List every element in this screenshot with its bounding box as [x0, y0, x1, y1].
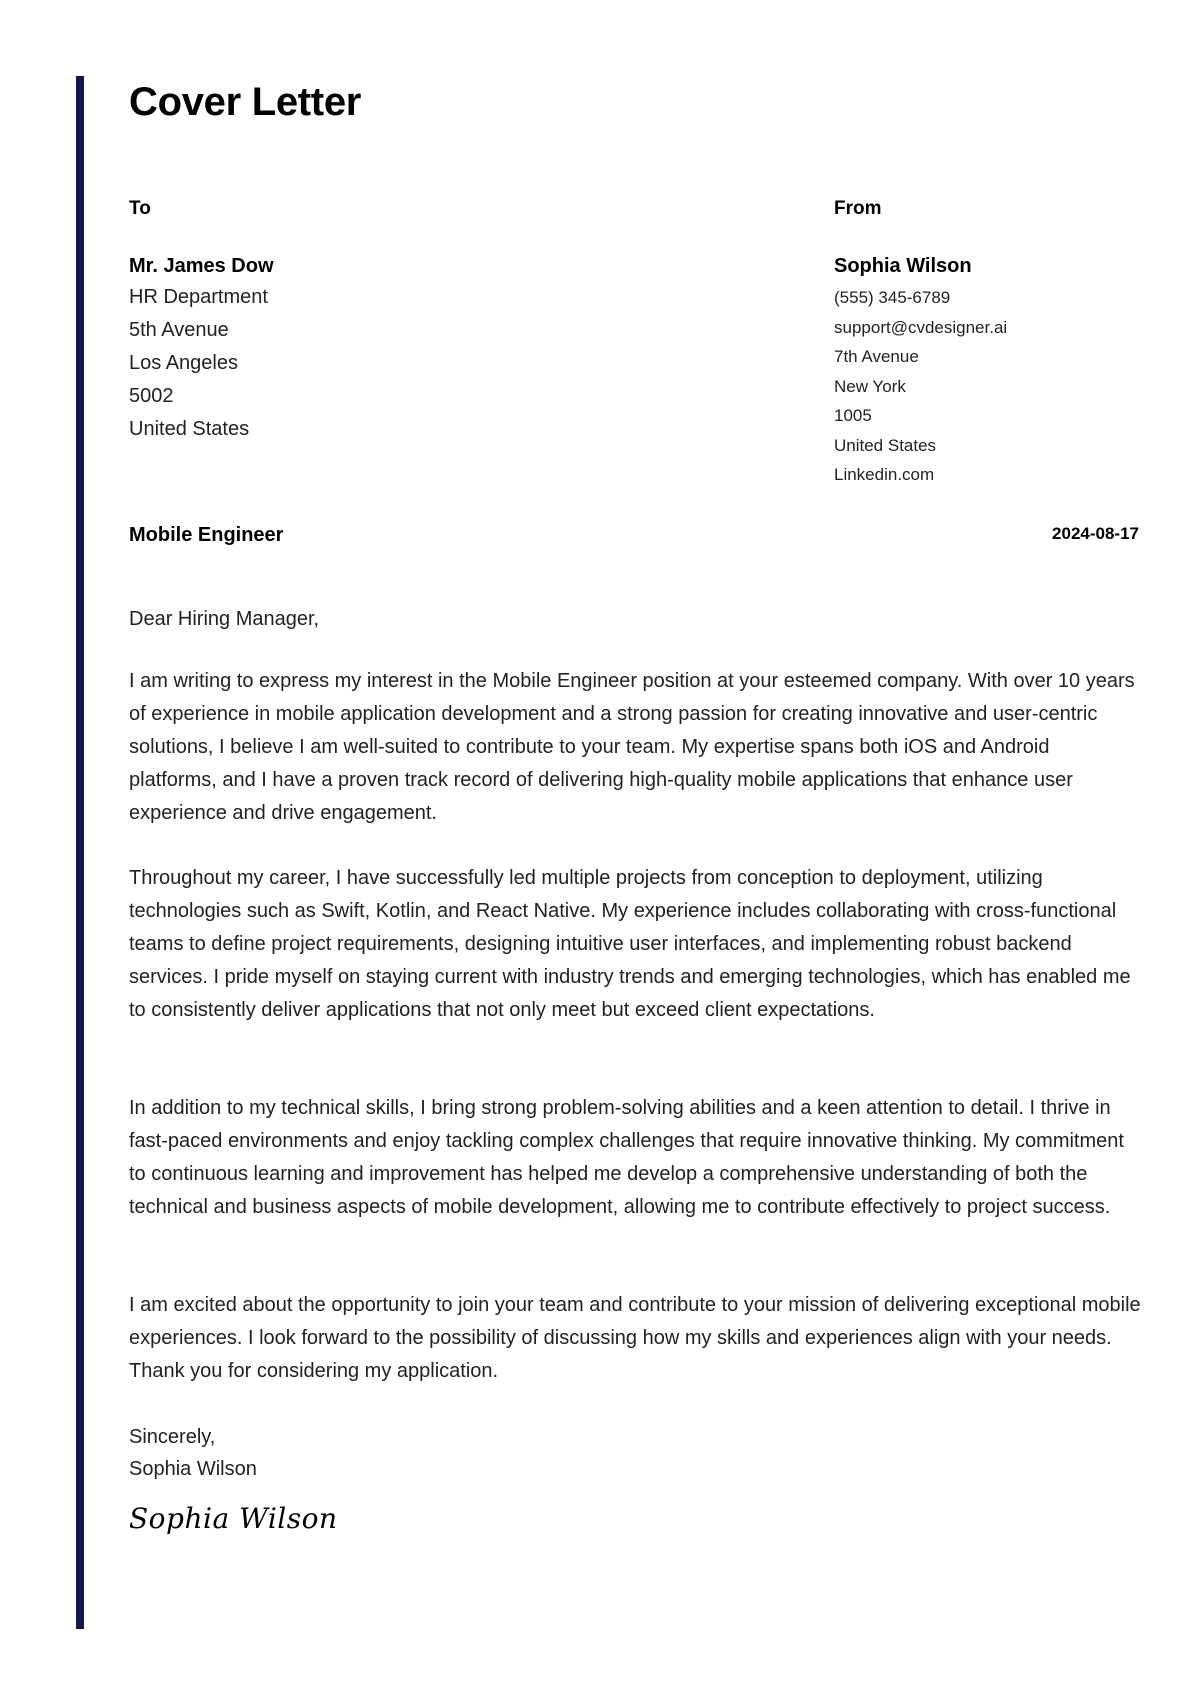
- sender-country: United States: [834, 435, 937, 455]
- recipient-country: United States: [129, 418, 250, 440]
- page-title: Cover Letter: [129, 80, 362, 124]
- recipient-block: [129, 197, 629, 446]
- letter-date: 2024-08-17: [1052, 524, 1139, 543]
- sender-postcode: 1005: [834, 406, 872, 425]
- body-paragraph-3: In addition to my technical skills, I bring strong problem-solving abilities and a keen attention to detail. I thrive in fast-paced environments and enjoy tackling complex challenges that require innovative thinking. My commitment to continuous learning and improvement has helped me develop a comprehensive understanding of both the technical and business aspects of mobile development, allowing me to contribute effectively to project success.: [129, 1097, 1124, 1218]
- sender-street: 7th Avenue: [834, 347, 919, 366]
- recipient-city: Los Angeles: [129, 352, 238, 374]
- signature: Sophia Wilson: [129, 1502, 338, 1535]
- sender-name: Sophia Wilson: [834, 255, 972, 277]
- salutation: Dear Hiring Manager,: [129, 608, 320, 630]
- accent-bar: [76, 76, 84, 1629]
- recipient-postcode: 5002: [129, 385, 174, 407]
- body-paragraph-2: Throughout my career, I have successfully led multiple projects from conception to deployment, utilizing technologies such as Swift, Kotlin, and React Native. My experience includes collaborating with cross-functional teams to define project requirements, designing intuitive user interfaces, and implementing robust backend services. I pride myself on staying current with industry trends and emerging technologies, which has enabled me to consistently deliver applications that not only meet but exceed client expectations.: [129, 867, 1131, 1021]
- closing-phrase: Sincerely,: [129, 1426, 216, 1448]
- body-paragraph-1: I am writing to express my interest in the Mobile Engineer position at your esteemed company. With over 10 years of experience in mobile application development and a strong passion for creating innovative and user-centric solutions, I believe I am well-suited to contribute to your team. My expertise spans both iOS and Android platforms, and I have a proven track record of delivering high-quality mobile applications that enhance user experience and drive engagement.: [129, 670, 1135, 824]
- recipient-street: 5th Avenue: [129, 319, 229, 341]
- closing-block: [129, 1421, 257, 1485]
- sender-linkedin: Linkedin.com: [834, 465, 935, 484]
- sender-phone: (555) 345-6789: [834, 288, 951, 307]
- from-heading: From: [834, 198, 882, 219]
- recipient-name: Mr. James Dow: [129, 255, 274, 277]
- job-title: Mobile Engineer: [129, 524, 284, 546]
- to-heading: To: [129, 198, 151, 219]
- sender-city: New York: [834, 376, 906, 396]
- body-paragraph-4: I am excited about the opportunity to join your team and contribute to your mission of delivering exceptional mobile experiences. I look forward to the possibility of discussing how my skills and experiences align with your needs. Thank you for considering my application.: [129, 1294, 1141, 1382]
- sender-email: support@cvdesigner.ai: [834, 317, 1008, 337]
- closing-name: Sophia Wilson: [129, 1458, 257, 1480]
- sender-block: [834, 197, 1139, 490]
- recipient-department: HR Department: [129, 286, 268, 308]
